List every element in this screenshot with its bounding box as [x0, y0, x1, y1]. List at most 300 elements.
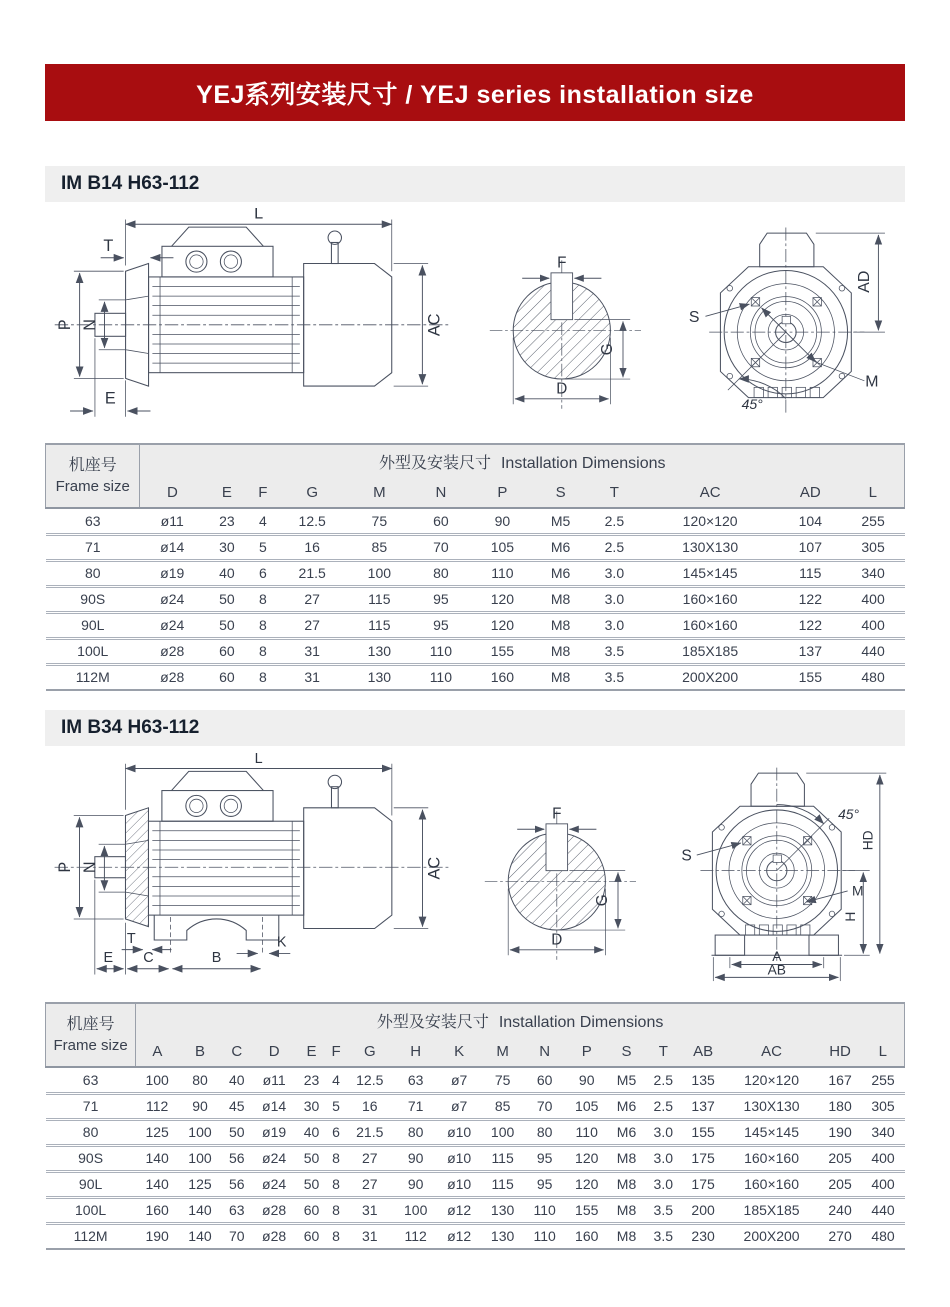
- dim-cell: 230: [691, 1228, 715, 1245]
- dim-cell: 155: [490, 643, 515, 659]
- dim-cell: 27: [361, 1176, 378, 1192]
- dim-cell: ø14: [160, 539, 185, 555]
- dim-cell: ø24: [262, 1176, 287, 1192]
- table-body: [46, 1067, 905, 1249]
- dim-cell: 27: [304, 591, 320, 607]
- table-row: [46, 612, 905, 638]
- dim-cell: 21.5: [356, 1124, 384, 1140]
- column-header-A: A: [136, 1036, 179, 1067]
- dim-cell: 2.5: [604, 512, 625, 529]
- dim-cell: 60: [433, 512, 449, 529]
- b14-side-view-drawing: [45, 208, 457, 433]
- frame-size-cell: 80: [84, 565, 101, 581]
- frame-size-cell: 63: [82, 1071, 99, 1088]
- dim-cell: ø10: [447, 1150, 472, 1166]
- dim-label-H: H: [843, 911, 858, 922]
- page-title-banner: [45, 64, 905, 121]
- dim-cell: 3.0: [653, 1176, 673, 1192]
- dim-cell: 8: [332, 1202, 340, 1218]
- dim-cell: 137: [798, 643, 822, 659]
- dim-cell: 80: [192, 1071, 208, 1088]
- dim-cell: 130X130: [743, 1098, 800, 1114]
- dim-label-N: N: [80, 318, 99, 331]
- dim-label-45deg: 45°: [838, 806, 859, 822]
- dim-cell: 440: [861, 643, 885, 659]
- dim-cell: 112: [404, 1228, 427, 1245]
- dim-cell: 160: [145, 1202, 169, 1218]
- b14-shaft-section-drawing: [479, 224, 659, 418]
- dim-cell: M5: [550, 512, 571, 529]
- dim-cell: 12.5: [356, 1071, 384, 1088]
- frame-size-cell: 63: [84, 512, 101, 529]
- dim-cell: 90: [407, 1176, 424, 1192]
- column-header-S: S: [608, 1036, 645, 1067]
- column-header-AD: AD: [779, 477, 842, 508]
- column-header-D: D: [140, 477, 204, 508]
- dim-cell: 4: [332, 1071, 340, 1088]
- column-header-N: N: [411, 477, 471, 508]
- frame-size-cell: 90S: [80, 591, 106, 607]
- dim-cell: 31: [304, 643, 320, 659]
- dim-cell: 255: [861, 512, 885, 529]
- dim-cell: 30: [303, 1098, 320, 1114]
- table-row: [46, 508, 905, 534]
- dim-cell: ø7: [450, 1071, 468, 1088]
- dim-cell: ø24: [160, 591, 185, 607]
- dim-cell: 110: [533, 1202, 556, 1218]
- dim-cell: 56: [228, 1150, 245, 1166]
- dim-cell: 40: [228, 1071, 245, 1088]
- column-header-T: T: [587, 477, 641, 508]
- dim-cell: M6: [616, 1098, 637, 1114]
- dim-cell: 145×145: [744, 1124, 800, 1140]
- installation-dimensions-header: 外型及安装尺寸 Installation Dimensions: [140, 444, 905, 477]
- dim-cell: 130: [490, 1228, 515, 1245]
- b34-side-view-drawing: [45, 752, 457, 992]
- frame-size-cell: 80: [82, 1124, 99, 1140]
- dim-cell: 120: [490, 617, 515, 633]
- dim-cell: 3.0: [604, 565, 625, 581]
- table-row: [46, 1067, 905, 1093]
- dim-cell: ø10: [447, 1124, 472, 1140]
- dim-cell: 95: [536, 1150, 553, 1166]
- dim-label-AD: AD: [856, 270, 874, 293]
- dim-cell: 175: [691, 1150, 715, 1166]
- dim-cell: 115: [368, 617, 391, 633]
- dim-cell: 480: [861, 669, 885, 686]
- column-header-L: L: [861, 1036, 904, 1067]
- dim-cell: 340: [861, 565, 885, 581]
- dim-label-F: F: [557, 253, 567, 271]
- dim-cell: 90: [192, 1098, 208, 1114]
- b14-dimensions-table: [45, 443, 905, 691]
- dim-cell: ø28: [160, 643, 185, 659]
- table-row: [46, 534, 905, 560]
- column-letters-row: [46, 477, 905, 508]
- b14-front-view-drawing: [681, 220, 901, 421]
- dim-cell: 125: [188, 1176, 212, 1192]
- column-header-F: F: [327, 1036, 345, 1067]
- dim-cell: 125: [145, 1124, 169, 1140]
- dim-cell: 185X185: [743, 1202, 800, 1218]
- dim-cell: 105: [490, 539, 515, 555]
- installation-dimensions-header: 外型及安装尺寸 Installation Dimensions: [136, 1003, 905, 1036]
- dim-cell: 2.5: [653, 1098, 673, 1114]
- section-heading-text: IM B14 H63-112: [61, 173, 200, 194]
- dim-label-G: G: [599, 342, 617, 355]
- dim-cell: 400: [861, 591, 885, 607]
- table-row: [46, 1171, 905, 1197]
- frame-size-cell: 90L: [78, 1176, 103, 1192]
- dim-cell: 8: [332, 1150, 340, 1166]
- dim-cell: 140: [188, 1228, 212, 1245]
- dim-cell: 8: [332, 1176, 340, 1192]
- dim-cell: 175: [691, 1176, 715, 1192]
- dim-cell: ø14: [262, 1098, 287, 1114]
- dim-cell: 3.5: [653, 1228, 673, 1245]
- frame-size-cell: 100L: [77, 643, 109, 659]
- table-header: [46, 444, 905, 508]
- dim-cell: M6: [550, 539, 571, 555]
- dim-cell: 205: [828, 1150, 852, 1166]
- column-header-E: E: [296, 1036, 327, 1067]
- dim-cell: 155: [691, 1124, 715, 1140]
- dim-cell: 80: [536, 1124, 553, 1140]
- dim-cell: 50: [303, 1150, 320, 1166]
- dim-cell: 3.0: [604, 617, 625, 633]
- column-letters-row: [46, 1036, 905, 1067]
- dim-cell: M6: [550, 565, 571, 581]
- dim-cell: 200: [691, 1202, 715, 1218]
- column-header-K: K: [437, 1036, 481, 1067]
- dim-cell: M5: [616, 1071, 637, 1088]
- table-row: [46, 560, 905, 586]
- dim-cell: ø7: [450, 1098, 468, 1114]
- dim-label-A: A: [772, 948, 782, 964]
- dim-cell: 45: [228, 1098, 245, 1114]
- dim-cell: 100: [367, 565, 392, 581]
- dim-cell: ø19: [262, 1124, 287, 1140]
- dim-cell: 130: [490, 1202, 515, 1218]
- dim-cell: ø24: [160, 617, 185, 633]
- dim-cell: 16: [304, 539, 320, 555]
- dim-cell: 190: [828, 1124, 852, 1140]
- dim-cell: 240: [828, 1202, 852, 1218]
- b34-dimensions-table: [45, 1002, 905, 1250]
- dim-cell: 140: [145, 1176, 169, 1192]
- table-row: [46, 1145, 905, 1171]
- dim-cell: 160×160: [744, 1176, 800, 1192]
- b34-front-view-drawing: [671, 762, 901, 983]
- dim-cell: 205: [828, 1176, 852, 1192]
- dim-cell: 180: [828, 1098, 852, 1114]
- dim-cell: 185X185: [682, 643, 739, 659]
- dim-cell: 305: [871, 1098, 895, 1114]
- dim-label-AC: AC: [425, 856, 444, 880]
- dim-cell: 122: [798, 591, 822, 607]
- dim-cell: 120: [575, 1176, 599, 1192]
- dim-label-N: N: [80, 861, 99, 874]
- dim-cell: 40: [303, 1124, 320, 1140]
- dim-cell: 70: [433, 539, 449, 555]
- dim-cell: 50: [219, 591, 235, 607]
- dim-cell: 480: [871, 1228, 895, 1245]
- dim-cell: ø12: [447, 1202, 472, 1218]
- column-header-G: G: [345, 1036, 394, 1067]
- dim-cell: 200X200: [682, 669, 739, 686]
- dim-cell: 2.5: [653, 1071, 673, 1088]
- dim-cell: 90: [494, 512, 511, 529]
- dim-cell: 56: [228, 1176, 245, 1192]
- dim-label-AB: AB: [767, 962, 787, 978]
- dim-cell: M6: [616, 1124, 637, 1140]
- column-header-S: S: [534, 477, 588, 508]
- dim-cell: 23: [303, 1071, 320, 1088]
- table-row: [46, 1223, 905, 1249]
- dim-label-45deg: 45°: [741, 395, 763, 412]
- dim-cell: 105: [575, 1098, 599, 1114]
- dim-cell: 440: [871, 1202, 895, 1218]
- dim-cell: 100: [188, 1124, 212, 1140]
- dim-cell: 340: [871, 1124, 895, 1140]
- dim-cell: 135: [691, 1071, 715, 1088]
- table-row: [46, 586, 905, 612]
- dim-cell: 85: [494, 1098, 511, 1114]
- dim-cell: 8: [258, 643, 267, 659]
- dim-label-G: G: [594, 894, 612, 907]
- dim-cell: M8: [616, 1150, 637, 1166]
- dim-cell: 115: [491, 1150, 514, 1166]
- dim-cell: 80: [407, 1124, 424, 1140]
- dim-cell: 400: [861, 617, 885, 633]
- column-header-D: D: [252, 1036, 296, 1067]
- dim-cell: 6: [332, 1124, 340, 1140]
- dim-cell: 155: [575, 1202, 599, 1218]
- column-header-P: P: [565, 1036, 608, 1067]
- frame-size-cell: 90L: [81, 617, 105, 633]
- dim-cell: 115: [368, 591, 391, 607]
- dim-cell: 130X130: [682, 539, 739, 555]
- page-title: YEJ系列安装尺寸 / YEJ series installation size: [196, 80, 754, 109]
- dim-label-F: F: [552, 805, 562, 823]
- dim-cell: 400: [871, 1176, 895, 1192]
- dim-label-E: E: [104, 389, 116, 408]
- dim-cell: 71: [407, 1098, 424, 1114]
- dim-cell: 255: [871, 1071, 895, 1088]
- dim-cell: 140: [145, 1150, 169, 1166]
- dim-cell: 31: [361, 1228, 378, 1245]
- dim-cell: 120: [490, 591, 515, 607]
- table-row: [46, 638, 905, 664]
- dim-cell: 23: [219, 512, 235, 529]
- dim-cell: 2.5: [604, 539, 625, 555]
- dim-cell: 110: [429, 643, 453, 659]
- column-header-HD: HD: [819, 1036, 862, 1067]
- dim-cell: 155: [798, 669, 822, 686]
- dim-cell: 50: [219, 617, 235, 633]
- table-row: [46, 1093, 905, 1119]
- dim-cell: 50: [228, 1124, 245, 1140]
- dim-cell: 50: [303, 1176, 320, 1192]
- dim-cell: 60: [303, 1202, 320, 1218]
- dim-cell: 8: [258, 617, 267, 633]
- dim-cell: 21.5: [298, 565, 326, 581]
- dim-cell: 305: [861, 539, 885, 555]
- dim-cell: 110: [491, 565, 514, 581]
- column-header-F: F: [249, 477, 276, 508]
- dim-cell: 100: [188, 1150, 212, 1166]
- dim-cell: 130: [367, 669, 392, 686]
- column-header-AC: AC: [641, 477, 779, 508]
- column-header-T: T: [645, 1036, 682, 1067]
- dim-cell: 8: [258, 591, 267, 607]
- column-header-L: L: [842, 477, 905, 508]
- dim-cell: ø11: [262, 1071, 286, 1088]
- dim-label-B: B: [211, 950, 222, 967]
- dim-cell: 100: [490, 1124, 515, 1140]
- dim-cell: 95: [433, 591, 449, 607]
- section-heading-text: IM B34 H63-112: [61, 717, 200, 738]
- dim-cell: 90: [407, 1150, 424, 1166]
- frame-size-cell: 71: [84, 539, 101, 555]
- dim-cell: 60: [536, 1071, 553, 1088]
- column-header-AB: AB: [682, 1036, 725, 1067]
- dim-cell: 145×145: [682, 565, 738, 581]
- dim-cell: 60: [219, 669, 235, 686]
- dim-cell: 3.5: [653, 1202, 673, 1218]
- dim-label-M: M: [852, 883, 864, 898]
- dim-label-HD: HD: [860, 829, 876, 850]
- dim-label-T: T: [103, 237, 114, 256]
- dim-cell: 75: [371, 512, 388, 529]
- dim-cell: 130: [367, 643, 392, 659]
- dim-label-P: P: [55, 861, 74, 873]
- dim-cell: 120×120: [744, 1071, 800, 1088]
- dim-cell: 60: [219, 643, 235, 659]
- column-header-M: M: [348, 477, 411, 508]
- dim-cell: 95: [536, 1176, 553, 1192]
- dim-cell: 5: [332, 1098, 340, 1114]
- dim-cell: ø12: [447, 1228, 472, 1245]
- dim-cell: 112: [145, 1098, 169, 1114]
- dim-cell: 122: [798, 617, 822, 633]
- dim-cell: 110: [533, 1228, 556, 1245]
- dim-cell: 80: [433, 565, 449, 581]
- dim-cell: 120: [575, 1150, 599, 1166]
- dim-cell: 40: [219, 565, 235, 581]
- column-header-M: M: [481, 1036, 524, 1067]
- table-row: [46, 1197, 905, 1223]
- dim-cell: 100: [145, 1071, 169, 1088]
- dim-cell: 3.0: [653, 1150, 673, 1166]
- dim-cell: M8: [616, 1228, 637, 1245]
- table-row: [46, 1119, 905, 1145]
- dim-cell: M8: [550, 591, 571, 607]
- dim-cell: M8: [616, 1176, 637, 1192]
- dim-cell: 140: [188, 1202, 212, 1218]
- dim-label-S: S: [681, 847, 692, 865]
- dim-cell: 27: [361, 1150, 378, 1166]
- dim-cell: 160: [575, 1228, 599, 1245]
- dim-cell: 6: [258, 565, 267, 581]
- dim-cell: 3.0: [653, 1124, 673, 1140]
- frame-size-cell: 100L: [75, 1202, 107, 1218]
- dim-cell: 3.5: [604, 669, 625, 686]
- dim-cell: ø28: [262, 1202, 287, 1218]
- frame-size-header: 机座号 Frame size: [46, 444, 140, 508]
- table-header: [46, 1003, 905, 1067]
- column-header-AC: AC: [725, 1036, 819, 1067]
- dim-label-AC: AC: [425, 313, 444, 337]
- dim-cell: ø28: [262, 1228, 287, 1245]
- dim-cell: 104: [798, 512, 822, 529]
- dim-cell: 160×160: [744, 1150, 800, 1166]
- dim-cell: 160×160: [682, 617, 738, 633]
- dim-cell: 63: [407, 1071, 424, 1088]
- section-heading-b34: [45, 710, 905, 746]
- column-header-C: C: [221, 1036, 252, 1067]
- dim-cell: 63: [228, 1202, 245, 1218]
- dim-label-C: C: [143, 950, 154, 967]
- dim-cell: 115: [491, 1176, 514, 1192]
- dim-cell: 12.5: [298, 512, 326, 529]
- dim-cell: 75: [494, 1071, 511, 1088]
- dim-cell: 270: [828, 1228, 852, 1245]
- b14-drawings: [45, 202, 905, 435]
- dim-label-M: M: [865, 373, 879, 391]
- dim-cell: 160×160: [682, 591, 738, 607]
- column-header-G: G: [276, 477, 348, 508]
- frame-size-cell: 112M: [73, 1228, 108, 1245]
- dim-cell: 190: [145, 1228, 169, 1245]
- dim-cell: 16: [361, 1098, 378, 1114]
- column-header-B: B: [179, 1036, 222, 1067]
- dim-cell: ø24: [262, 1150, 287, 1166]
- dim-cell: 3.0: [604, 591, 625, 607]
- dim-cell: 85: [371, 539, 388, 555]
- dim-cell: 60: [303, 1228, 320, 1245]
- frame-size-cell: 112M: [75, 669, 110, 686]
- frame-size-header: 机座号 Frame size: [46, 1003, 136, 1067]
- dim-cell: 200X200: [743, 1228, 800, 1245]
- dim-cell: 31: [304, 669, 320, 686]
- dim-cell: 27: [304, 617, 320, 633]
- dim-cell: 110: [429, 669, 453, 686]
- frame-size-cell: 90S: [78, 1150, 104, 1166]
- column-header-H: H: [394, 1036, 437, 1067]
- dim-cell: 137: [691, 1098, 715, 1114]
- dim-cell: 120×120: [682, 512, 738, 529]
- dim-cell: ø11: [160, 512, 184, 529]
- dim-cell: 107: [798, 539, 822, 555]
- dim-label-L: L: [254, 208, 264, 223]
- dim-cell: 400: [871, 1150, 895, 1166]
- table-row: [46, 664, 905, 690]
- table-body: [46, 508, 905, 690]
- dim-cell: 30: [219, 539, 235, 555]
- dim-label-L: L: [254, 752, 263, 767]
- dim-cell: 90: [578, 1071, 595, 1088]
- section-heading-b14: [45, 166, 905, 202]
- column-header-E: E: [204, 477, 249, 508]
- dim-cell: 8: [258, 669, 267, 686]
- dim-cell: 70: [536, 1098, 553, 1114]
- dim-cell: 110: [575, 1124, 598, 1140]
- dim-label-E: E: [103, 950, 114, 967]
- dim-cell: 167: [828, 1071, 852, 1088]
- b34-drawings: [45, 746, 905, 994]
- dim-cell: 31: [361, 1202, 378, 1218]
